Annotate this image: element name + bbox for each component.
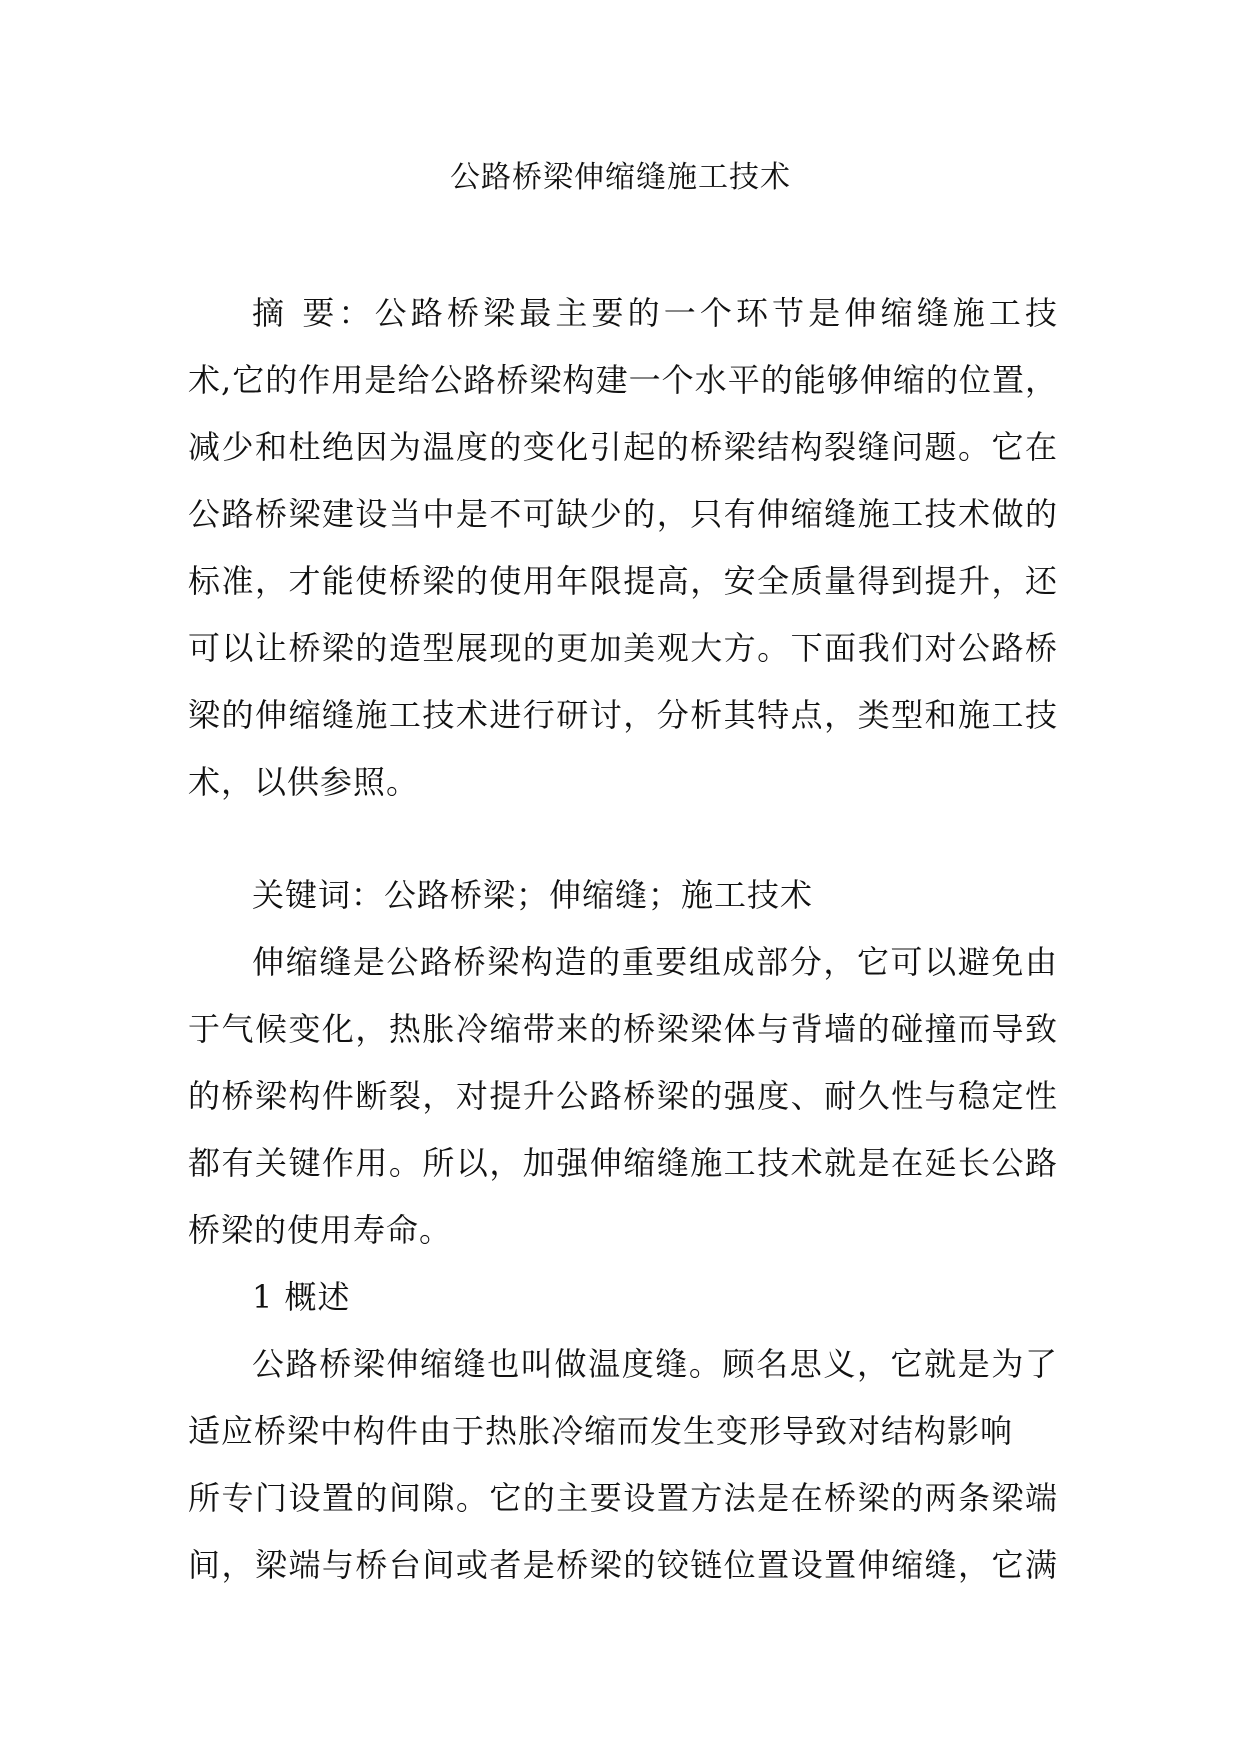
abstract-line: 减少和杜绝因为温度的变化引起的桥梁结构裂缝问题。它在 [188, 428, 1058, 466]
abstract-line: 公路桥梁建设当中是不可缺少的，只有伸缩缝施工技术做的 [188, 495, 1058, 533]
abstract-paragraph [188, 280, 1058, 816]
paragraph-line: 都有关键作用。所以，加强伸缩缝施工技术就是在延长公路 [188, 1144, 1058, 1182]
paragraph-line: 于气候变化，热胀冷缩带来的桥梁梁体与背墙的碰撞而导致 [188, 1010, 1058, 1048]
paragraph-line: 公路桥梁伸缩缝也叫做温度缝。顾名思义，它就是为了 [252, 1345, 1058, 1383]
abstract-line: 梁的伸缩缝施工技术进行研讨，分析其特点，类型和施工技 [188, 696, 1058, 734]
body-paragraph-2 [188, 1331, 1058, 1599]
keywords-line [188, 862, 1058, 929]
abstract-line: 标准，才能使桥梁的使用年限提高，安全质量得到提升，还 [188, 562, 1058, 600]
paragraph-line: 适应桥梁中构件由于热胀冷缩而发生变形导致对结构影响 [188, 1412, 1014, 1450]
paragraph-line: 间，梁端与桥台间或者是桥梁的铰链位置设置伸缩缝，它满 [188, 1546, 1058, 1584]
section-heading-text: 1 概述 [252, 1278, 351, 1316]
abstract-line: 摘 要：公路桥梁最主要的一个环节是伸缩缝施工技 [252, 294, 1058, 332]
paragraph-line: 所专门设置的间隙。它的主要设置方法是在桥梁的两条梁端 [188, 1479, 1058, 1517]
paragraph-line: 的桥梁构件断裂，对提升公路桥梁的强度、耐久性与稳定性 [188, 1077, 1058, 1115]
paragraph-line: 伸缩缝是公路桥梁构造的重要组成部分，它可以避免由 [252, 943, 1058, 981]
keywords-text: 关键词：公路桥梁；伸缩缝；施工技术 [252, 876, 814, 914]
abstract-line: 术,它的作用是给公路桥梁构建一个水平的能够伸缩的位置， [188, 361, 1058, 399]
document-title: 公路桥梁伸缩缝施工技术 [450, 160, 791, 195]
body-paragraph-1 [188, 929, 1058, 1264]
paragraph-line: 桥梁的使用寿命。 [188, 1211, 453, 1249]
abstract-line: 术，以供参照。 [188, 763, 420, 801]
section-heading [188, 1264, 1058, 1331]
abstract-line: 可以让桥梁的造型展现的更加美观大方。下面我们对公路桥 [188, 629, 1058, 667]
